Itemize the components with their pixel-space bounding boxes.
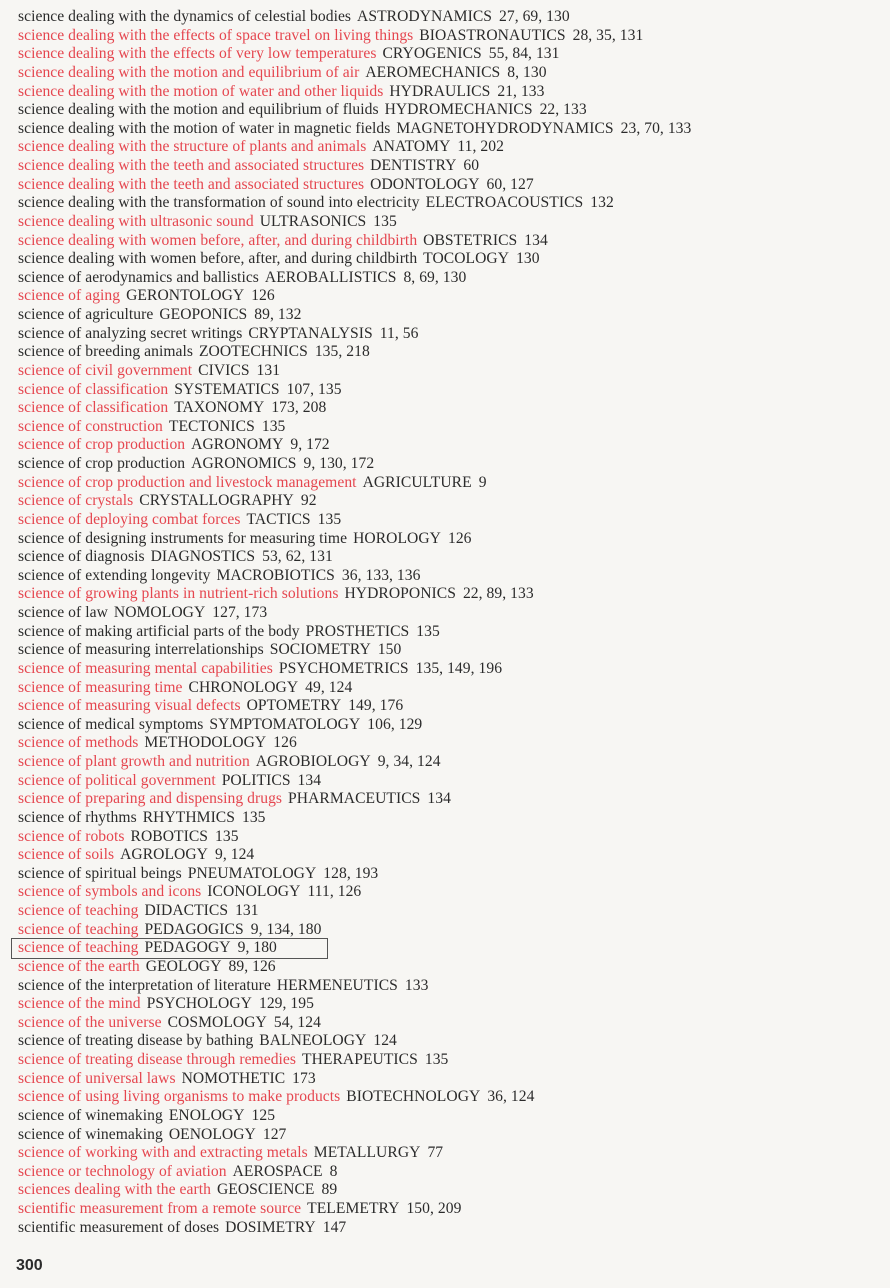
entry-term: GERONTOLOGY [126, 287, 245, 305]
entry-definition: science of measuring time [18, 678, 183, 696]
index-entry [18, 1126, 878, 1145]
entry-term: TAXONOMY [174, 399, 265, 417]
entry-term: CRYSTALLOGRAPHY [139, 492, 294, 510]
entry-term: ROBOTICS [130, 827, 209, 845]
index-entry [18, 1032, 878, 1051]
index-entry [18, 790, 878, 809]
entry-term: THERAPEUTICS [302, 1051, 418, 1068]
entry-definition: science of spiritual beings [18, 864, 182, 882]
entry-definition: science of diagnosis [18, 548, 145, 566]
entry-term: NOMOLOGY [113, 604, 206, 621]
entry-definition: science of construction [18, 417, 163, 435]
entry-term: DIAGNOSTICS [150, 548, 256, 566]
index-entry [18, 176, 878, 195]
entry-page-refs: 9, 34, 124 [377, 753, 441, 770]
entry-page-refs: 150 [377, 641, 402, 659]
index-entry [18, 101, 878, 120]
entry-term: TACTICS [246, 510, 311, 528]
entry-definition: science of analyzing secret writings [18, 324, 243, 342]
index-entry [18, 306, 878, 325]
entry-page-refs: 106, 129 [367, 715, 423, 733]
entry-page-refs: 9, 172 [290, 436, 330, 454]
index-entry [18, 1144, 878, 1163]
entry-page-refs: 9, 130, 172 [303, 455, 375, 472]
entry-page-refs: 135 [215, 827, 239, 845]
entry-term: HERMENEUTICS [276, 976, 398, 994]
entry-term: PEDAGOGICS [144, 920, 244, 938]
entry-term: HYDROPONICS [344, 585, 456, 603]
entry-term: CIVICS [198, 361, 250, 379]
index-entry [18, 697, 878, 716]
entry-term: COSMOLOGY [167, 1013, 267, 1031]
index-entry [18, 138, 878, 157]
entry-term: AGRICULTURE [362, 473, 472, 491]
entry-definition: science of soils [18, 846, 115, 864]
index-entry [18, 567, 878, 586]
index-entry [18, 381, 878, 400]
index-entry [18, 418, 878, 437]
entry-term: AEROBALLISTICS [264, 268, 397, 286]
index-entry [18, 1107, 878, 1126]
entry-definition: sciences dealing with the earth [18, 1181, 211, 1199]
entry-term: GEOSCIENCE [216, 1181, 315, 1199]
entry-page-refs: 135, 218 [314, 343, 370, 361]
entry-definition: science of robots [18, 827, 125, 845]
entry-page-refs: 8, 130 [507, 63, 547, 81]
entry-page-refs: 131 [235, 902, 259, 919]
entry-page-refs: 11, 202 [457, 138, 504, 156]
entry-page-refs: 147 [322, 1218, 347, 1236]
entry-definition: science dealing with the motion of water and other liquids [18, 82, 384, 100]
index-entry [18, 1088, 878, 1107]
entry-term: BALNEOLOGY [259, 1032, 367, 1050]
entry-definition: science dealing with the effects of very low temperatures [18, 45, 377, 63]
entry-definition: science of measuring mental capabilities [18, 659, 273, 677]
entry-definition: science of the interpretation of literature [18, 976, 271, 994]
index-entry [18, 641, 878, 660]
entry-definition: science dealing with the teeth and associated structures [18, 175, 365, 193]
entry-definition: science of measuring visual defects [18, 697, 241, 715]
index-entry [18, 8, 878, 27]
index-entry [18, 1163, 878, 1182]
entry-definition: science dealing with women before, after, and during childbirth [18, 250, 418, 268]
entry-definition: science of measuring interrelationships [18, 641, 264, 659]
index-entry [18, 865, 878, 884]
index-entry [18, 716, 878, 735]
entry-definition: science of methods [18, 734, 139, 752]
entry-page-refs: 89, 132 [254, 306, 302, 323]
entry-term: NOMOTHETIC [181, 1069, 286, 1087]
index-entry [18, 492, 878, 511]
entry-term: DIDACTICS [144, 902, 229, 919]
entry-term: ULTRASONICS [259, 212, 367, 230]
entry-term: METALLURGY [313, 1144, 421, 1162]
entry-page-refs: 89, 126 [228, 957, 276, 975]
index-entry [18, 232, 878, 251]
entry-page-refs: 125 [251, 1106, 276, 1124]
index-entry [18, 399, 878, 418]
entry-page-refs: 173, 208 [271, 399, 327, 417]
entry-term: HOROLOGY [353, 529, 441, 547]
entry-page-refs: 135 [241, 808, 266, 826]
entry-page-refs: 134 [297, 771, 322, 789]
entry-page-refs: 9, 180 [237, 939, 277, 957]
entry-definition: science dealing with the motion of water in magnetic fields [18, 119, 391, 137]
entry-term: ZOOTECHNICS [198, 343, 308, 361]
entry-definition: science of deploying combat forces [18, 510, 241, 528]
index-entry [18, 45, 878, 64]
entry-term: AGROLOGY [120, 846, 208, 864]
entry-definition: science dealing with the transformation of sound into electricity [18, 194, 420, 212]
entry-definition: science of teaching [18, 939, 139, 957]
entry-definition: science of the earth [18, 957, 140, 975]
entry-definition: science of political government [18, 771, 216, 789]
index-entry [18, 250, 878, 269]
entry-term: MACROBIOTICS [216, 566, 335, 584]
entry-definition: science of universal laws [18, 1069, 176, 1087]
entry-page-refs: 8 [329, 1162, 338, 1180]
entry-page-refs: 131 [256, 361, 281, 379]
entry-definition: science dealing with ultrasonic sound [18, 212, 254, 230]
entry-term: PHARMACEUTICS [288, 790, 421, 808]
entry-definition: science of crop production [18, 436, 186, 454]
entry-definition: science of agriculture [18, 306, 154, 323]
entry-page-refs: 55, 84, 131 [488, 45, 560, 63]
entry-definition: science dealing with the dynamics of celestial bodies [18, 8, 352, 25]
entry-page-refs: 9, 124 [214, 846, 255, 864]
entry-term: POLITICS [221, 771, 291, 789]
entry-definition: science of rhythms [18, 808, 137, 826]
entry-page-refs: 128, 193 [323, 864, 379, 882]
entry-definition: science of treating disease by bathing [18, 1032, 254, 1050]
entry-term: BIOTECHNOLOGY [346, 1088, 481, 1106]
entry-page-refs: 92 [300, 492, 317, 510]
entry-term: PEDAGOGY [144, 939, 231, 957]
entry-page-refs: 27, 69, 130 [499, 8, 570, 25]
index-entry [18, 679, 878, 698]
entry-term: AGRONOMY [191, 436, 284, 454]
index-entry-list [18, 8, 878, 1237]
entry-page-refs: 132 [590, 194, 614, 212]
entry-page-refs: 150, 209 [406, 1200, 462, 1217]
entry-page-refs: 89 [321, 1181, 338, 1199]
entry-page-refs: 21, 133 [497, 82, 545, 100]
entry-page-refs: 9, 134, 180 [250, 920, 322, 938]
entry-term: ODONTOLOGY [370, 175, 480, 193]
entry-definition: science of winemaking [18, 1125, 163, 1143]
entry-definition: science of plant growth and nutrition [18, 753, 250, 770]
entry-page-refs: 111, 126 [307, 883, 362, 901]
entry-term: PROSTHETICS [305, 622, 410, 640]
entry-page-refs: 22, 89, 133 [462, 585, 534, 603]
entry-definition: science of symbols and icons [18, 883, 202, 901]
entry-page-refs: 135 [416, 622, 440, 640]
index-entry [18, 548, 878, 567]
index-entry [18, 83, 878, 102]
entry-definition: science of extending longevity [18, 566, 211, 584]
entry-definition: science of preparing and dispensing drugs [18, 790, 283, 808]
entry-page-refs: 173 [292, 1069, 316, 1087]
index-entry [18, 362, 878, 381]
entry-page-refs: 127 [262, 1125, 287, 1143]
entry-definition: science of growing plants in nutrient-rich solutions [18, 585, 339, 603]
entry-page-refs: 127, 173 [212, 604, 268, 621]
index-entry [18, 27, 878, 46]
entry-page-refs: 49, 124 [305, 678, 353, 696]
entry-term: HYDROMECHANICS [384, 101, 533, 119]
index-entry [18, 753, 878, 772]
entry-page-refs: 54, 124 [273, 1013, 321, 1031]
entry-term: SOCIOMETRY [269, 641, 371, 659]
entry-definition: science of working with and extracting metals [18, 1144, 308, 1162]
entry-definition: science dealing with the motion and equilibrium of fluids [18, 101, 379, 119]
entry-definition: science dealing with the effects of space travel on living things [18, 26, 414, 44]
entry-page-refs: 107, 135 [286, 380, 342, 398]
index-entry [18, 585, 878, 604]
entry-term: PSYCHOMETRICS [278, 659, 409, 677]
entry-page-refs: 124 [373, 1032, 397, 1050]
entry-term: CHRONOLOGY [188, 678, 299, 696]
entry-term: ASTRODYNAMICS [357, 8, 492, 25]
entry-term: PSYCHOLOGY [146, 995, 252, 1013]
entry-term: TOCOLOGY [423, 250, 510, 268]
entry-term: BIOASTRONAUTICS [419, 26, 566, 44]
index-entry [18, 455, 878, 474]
index-entry [18, 1070, 878, 1089]
entry-term: RHYTHMICS [142, 808, 235, 826]
entry-definition: science of designing instruments for measuring time [18, 529, 348, 547]
index-entry [18, 772, 878, 791]
index-entry [18, 1200, 878, 1219]
page-number: 300 [16, 1257, 43, 1274]
entry-page-refs: 126 [273, 734, 297, 752]
entry-term: AEROMECHANICS [365, 63, 501, 81]
entry-term: HYDRAULICS [389, 82, 491, 100]
index-entry [18, 1051, 878, 1070]
entry-definition: science of the mind [18, 995, 141, 1013]
index-entry [18, 604, 878, 623]
index-entry [18, 846, 878, 865]
entry-page-refs: 28, 35, 131 [572, 26, 644, 44]
entry-term: GEOPONICS [159, 306, 248, 323]
entry-definition: science dealing with the structure of plants and animals [18, 138, 367, 156]
entry-page-refs: 129, 195 [258, 995, 314, 1013]
index-entry [18, 213, 878, 232]
index-entry [18, 436, 878, 455]
index-entry [18, 157, 878, 176]
entry-page-refs: 134 [524, 231, 548, 249]
entry-term: DOSIMETRY [225, 1218, 316, 1236]
entry-page-refs: 134 [427, 790, 451, 808]
entry-definition: science of aging [18, 287, 121, 305]
entry-term: DENTISTRY [370, 157, 457, 174]
entry-definition: science of teaching [18, 902, 139, 919]
index-entry [18, 64, 878, 83]
index-entry [18, 325, 878, 344]
entry-term: CRYOGENICS [382, 45, 482, 63]
index-entry [18, 120, 878, 139]
entry-page-refs: 135 [373, 212, 397, 230]
entry-term: ANATOMY [372, 138, 451, 156]
entry-term: CRYPTANALYSIS [248, 324, 373, 342]
entry-definition: science of crop production and livestock management [18, 473, 357, 491]
entry-page-refs: 126 [447, 529, 472, 547]
entry-page-refs: 77 [427, 1144, 444, 1162]
entry-page-refs: 135 [317, 510, 342, 528]
index-entry [18, 474, 878, 493]
index-entry [18, 1014, 878, 1033]
entry-page-refs: 60 [463, 157, 480, 174]
entry-page-refs: 9 [478, 473, 487, 491]
entry-definition: science of civil government [18, 361, 193, 379]
entry-definition: science of teaching [18, 920, 139, 938]
entry-page-refs: 36, 124 [487, 1088, 535, 1106]
entry-term: METHODOLOGY [144, 734, 267, 752]
index-entry [18, 343, 878, 362]
index-entry [18, 883, 878, 902]
entry-definition: science of law [18, 604, 108, 621]
entry-page-refs: 60, 127 [486, 175, 534, 193]
entry-definition: science of winemaking [18, 1106, 163, 1124]
entry-term: TECTONICS [168, 417, 255, 435]
entry-definition: science of classification [18, 399, 169, 417]
entry-definition: science of treating disease through remedies [18, 1051, 297, 1068]
index-entry [18, 530, 878, 549]
index-entry [18, 511, 878, 530]
index-entry [18, 734, 878, 753]
entry-term: GEOLOGY [145, 957, 222, 975]
index-entry [18, 921, 878, 940]
entry-definition: scientific measurement from a remote source [18, 1200, 302, 1217]
entry-page-refs: 135 [261, 417, 286, 435]
entry-definition: science of making artificial parts of the body [18, 622, 300, 640]
entry-definition: science dealing with the motion and equilibrium of air [18, 63, 360, 81]
entry-page-refs: 130 [516, 250, 540, 268]
entry-term: ICONOLOGY [207, 883, 301, 901]
entry-page-refs: 133 [404, 976, 429, 994]
entry-term: AGROBIOLOGY [255, 753, 371, 770]
index-entry [18, 995, 878, 1014]
entry-page-refs: 8, 69, 130 [403, 268, 467, 286]
entry-definition: science dealing with women before, after, and during childbirth [18, 231, 418, 249]
entry-page-refs: 135 [424, 1051, 449, 1068]
entry-definition: science of using living organisms to make products [18, 1088, 341, 1106]
entry-definition: science of breeding animals [18, 343, 193, 361]
index-entry [18, 269, 878, 288]
index-entry-boxed [18, 939, 878, 958]
index-entry [18, 623, 878, 642]
entry-definition: scientific measurement of doses [18, 1218, 220, 1236]
entry-page-refs: 22, 133 [539, 101, 587, 119]
index-entry [18, 194, 878, 213]
index-entry [18, 809, 878, 828]
entry-page-refs: 53, 62, 131 [262, 548, 333, 566]
entry-term: TELEMETRY [307, 1200, 400, 1217]
index-entry [18, 958, 878, 977]
entry-definition: science of aerodynamics and ballistics [18, 268, 259, 286]
index-entry [18, 660, 878, 679]
entry-term: SYSTEMATICS [174, 380, 280, 398]
index-entry [18, 1219, 878, 1238]
entry-definition: science or technology of aviation [18, 1162, 227, 1180]
entry-term: PNEUMATOLOGY [187, 864, 317, 882]
entry-page-refs: 36, 133, 136 [341, 566, 421, 584]
entry-page-refs: 126 [251, 287, 275, 305]
entry-definition: science of the universe [18, 1013, 162, 1031]
entry-term: SYMPTOMATOLOGY [209, 715, 361, 733]
index-entry [18, 977, 878, 996]
index-entry [18, 1181, 878, 1200]
entry-term: OENOLOGY [168, 1125, 256, 1143]
entry-term: AGRONOMICS [191, 455, 297, 472]
entry-term: ELECTROACOUSTICS [425, 194, 584, 212]
entry-page-refs: 11, 56 [379, 324, 419, 342]
entry-definition: science of crop production [18, 455, 186, 472]
entry-page-refs: 149, 176 [348, 697, 404, 715]
entry-definition: science dealing with the teeth and associated structures [18, 157, 365, 174]
index-entry [18, 287, 878, 306]
entry-definition: science of classification [18, 380, 169, 398]
entry-term: OBSTETRICS [423, 231, 518, 249]
entry-term: AEROSPACE [232, 1162, 323, 1180]
entry-term: ENOLOGY [168, 1106, 245, 1124]
entry-term: OPTOMETRY [246, 697, 342, 715]
index-entry [18, 828, 878, 847]
entry-page-refs: 23, 70, 133 [620, 119, 692, 137]
entry-page-refs: 135, 149, 196 [415, 659, 503, 677]
entry-term: MAGNETOHYDRODYNAMICS [396, 119, 614, 137]
index-entry [18, 902, 878, 921]
entry-definition: science of crystals [18, 492, 134, 510]
entry-definition: science of medical symptoms [18, 715, 204, 733]
